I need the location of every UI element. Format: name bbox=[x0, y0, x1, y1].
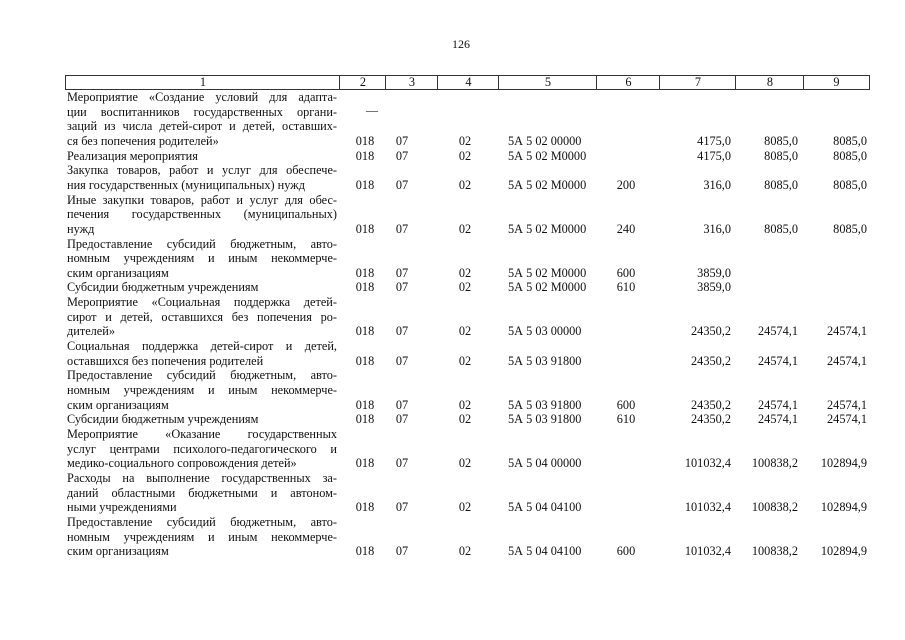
row-description-line: нужд bbox=[67, 221, 95, 236]
cell-col-8: 24574,1 bbox=[758, 324, 798, 339]
cell-col-3: 07 bbox=[395, 221, 409, 236]
cell-col-4: 02 bbox=[458, 265, 472, 280]
row-description-line: ским организациям bbox=[67, 544, 169, 559]
row-description-line: Закупка товаров, работ и услуг для обеспече- bbox=[67, 163, 337, 178]
cell-col-2: 018 bbox=[355, 265, 375, 280]
cell-col-7: 4175,0 bbox=[697, 148, 731, 163]
cell-col-6: 610 bbox=[616, 280, 636, 295]
cell-col-5: 5А 5 04 00000 bbox=[508, 456, 582, 471]
cell-col-7: 3859,0 bbox=[697, 265, 731, 280]
cell-col-3: 07 bbox=[395, 397, 409, 412]
cell-col-2: 018 bbox=[355, 324, 375, 339]
cell-col-8: 100838,2 bbox=[751, 500, 798, 515]
row-description-line: Расходы на выполнение государственных за- bbox=[67, 470, 337, 485]
cell-col-4: 02 bbox=[458, 397, 472, 412]
cell-col-7: 101032,4 bbox=[684, 544, 731, 559]
cell-col-3: 07 bbox=[395, 412, 409, 427]
cell-col-5: 5А 5 03 91800 bbox=[508, 353, 582, 368]
row-description-line: печения государственных (муниципальных) bbox=[67, 207, 337, 222]
row-description-line: Субсидии бюджетным учреждениям bbox=[67, 412, 259, 427]
cell-col-3: 07 bbox=[395, 353, 409, 368]
cell-col-4: 02 bbox=[458, 353, 472, 368]
cell-col-8: 8085,0 bbox=[764, 148, 798, 163]
cell-col-7: 24350,2 bbox=[691, 397, 731, 412]
cell-col-8: 24574,1 bbox=[758, 397, 798, 412]
row-description-line: Мероприятие «Социальная поддержка детей- bbox=[67, 295, 337, 310]
row-description-line: заций из числа детей-сирот и детей, оставших- bbox=[67, 119, 337, 134]
row-description-line: Предоставление субсидий бюджетным, авто- bbox=[67, 368, 337, 383]
cell-col-3: 07 bbox=[395, 133, 409, 148]
cell-col-5: 5А 5 02 М0000 bbox=[508, 177, 587, 192]
cell-col-4: 02 bbox=[458, 324, 472, 339]
row-description-line: номным учреждениям и иным некоммерче- bbox=[67, 383, 337, 397]
row-description-line: дителей» bbox=[67, 324, 115, 339]
cell-col-7: 24350,2 bbox=[691, 324, 731, 339]
column-header-4: 4 bbox=[437, 75, 499, 90]
cell-col-8: 8085,0 bbox=[764, 177, 798, 192]
row-description-line: номным учреждениям и иным некоммерче- bbox=[67, 529, 337, 544]
cell-col-3: 07 bbox=[395, 148, 409, 163]
row-description-line: услуг центрами психолого-педагогического и bbox=[67, 441, 337, 456]
cell-col-2: 018 bbox=[355, 397, 375, 412]
cell-col-2: 018 bbox=[355, 280, 375, 295]
cell-col-4: 02 bbox=[458, 221, 472, 236]
cell-col-2: 018 bbox=[355, 148, 375, 163]
cell-col-5: 5А 5 02 М0000 bbox=[508, 148, 587, 163]
row-description-line: Субсидии бюджетным учреждениям bbox=[67, 280, 259, 295]
row-description-line: ными учреждениями bbox=[67, 500, 177, 515]
cell-col-7: 24350,2 bbox=[691, 353, 731, 368]
row-description-line: даний областными бюджетными и автоном- bbox=[67, 485, 337, 500]
cell-col-2: 018 bbox=[355, 353, 375, 368]
column-header-5: 5 bbox=[498, 75, 597, 90]
cell-col-5: 5А 5 02 М0000 bbox=[508, 280, 587, 295]
cell-col-7: 316,0 bbox=[703, 221, 731, 236]
cell-col-2: 018 bbox=[355, 500, 375, 515]
cell-col-3: 07 bbox=[395, 544, 409, 559]
row-description-line: ским организациям bbox=[67, 265, 169, 280]
row-description-line: Социальная поддержка детей-сирот и детей, bbox=[67, 339, 337, 354]
cell-col-7: 101032,4 bbox=[684, 456, 731, 471]
row-description-line: Мероприятие «Оказание государственных bbox=[67, 426, 337, 441]
cell-col-5: 5А 5 03 91800 bbox=[508, 412, 582, 427]
cell-col-2: 018 bbox=[355, 544, 375, 559]
cell-col-9: 8085,0 bbox=[833, 221, 867, 236]
cell-col-8: 100838,2 bbox=[751, 456, 798, 471]
row-description-line: Иные закупки товаров, работ и услуг для обес- bbox=[67, 192, 337, 207]
cell-col-8: 100838,2 bbox=[751, 544, 798, 559]
cell-col-5: 5А 5 02 М0000 bbox=[508, 265, 587, 280]
row-description-line: оставшихся без попечения родителей bbox=[67, 353, 264, 368]
cell-col-8: 8085,0 bbox=[764, 133, 798, 148]
cell-col-5: 5А 5 02 М0000 bbox=[508, 221, 587, 236]
cell-col-9: 8085,0 bbox=[833, 133, 867, 148]
page-number: 126 bbox=[452, 37, 470, 51]
row-description-line: ции воспитанников государственных органи- bbox=[67, 104, 337, 119]
cell-col-6: 610 bbox=[616, 412, 636, 427]
cell-col-2: 018 bbox=[355, 456, 375, 471]
cell-col-7: 3859,0 bbox=[697, 280, 731, 295]
cell-col-9: 24574,1 bbox=[827, 353, 867, 368]
column-header-6: 6 bbox=[596, 75, 660, 90]
cell-col-9: 24574,1 bbox=[827, 412, 867, 427]
row-description-line: ся без попечения родителей» bbox=[67, 133, 219, 148]
cell-col-6: 600 bbox=[616, 265, 636, 280]
cell-col-3: 07 bbox=[395, 177, 409, 192]
row-description-line: сирот и детей, оставшихся без попечения ро- bbox=[67, 309, 337, 324]
column-header-2: 2 bbox=[339, 75, 386, 90]
cell-col-9: 102894,9 bbox=[820, 500, 867, 515]
cell-col-8: 24574,1 bbox=[758, 412, 798, 427]
row-description-line: Предоставление субсидий бюджетным, авто- bbox=[67, 236, 337, 251]
row-description-line: номным учреждениям и иным некоммерче- bbox=[67, 251, 337, 266]
cell-col-3: 07 bbox=[395, 265, 409, 280]
cell-col-4: 02 bbox=[458, 177, 472, 192]
cell-col-3: 07 bbox=[395, 456, 409, 471]
column-header-9: 9 bbox=[803, 75, 870, 90]
cell-col-6: 600 bbox=[616, 544, 636, 559]
row-description-line: ским организациям bbox=[67, 397, 169, 412]
cell-col-7: 316,0 bbox=[703, 177, 731, 192]
cell-col-3: 07 bbox=[395, 280, 409, 295]
cell-col-4: 02 bbox=[458, 544, 472, 559]
cell-col-3: 07 bbox=[395, 500, 409, 515]
cell-col-7: 24350,2 bbox=[691, 412, 731, 427]
cell-col-5: 5А 5 03 00000 bbox=[508, 324, 582, 339]
row-description-line: Реализация мероприятия bbox=[67, 148, 198, 163]
cell-col-7: 101032,4 bbox=[684, 500, 731, 515]
cell-col-2: 018 bbox=[355, 133, 375, 148]
cell-col-9: 102894,9 bbox=[820, 456, 867, 471]
cell-col-6: 240 bbox=[616, 221, 636, 236]
cell-col-4: 02 bbox=[458, 148, 472, 163]
cell-col-9: 102894,9 bbox=[820, 544, 867, 559]
cell-col-4: 02 bbox=[458, 456, 472, 471]
row-description-line: Предоставление субсидий бюджетным, авто- bbox=[67, 514, 337, 529]
cell-col-5: 5А 5 04 04100 bbox=[508, 500, 582, 515]
cell-col-4: 02 bbox=[458, 133, 472, 148]
row-description-line: Мероприятие «Создание условий для адапта- bbox=[67, 90, 337, 104]
cell-col-7: 4175,0 bbox=[697, 133, 731, 148]
cell-col-6: 200 bbox=[616, 177, 636, 192]
cell-col-2: 018 bbox=[355, 221, 375, 236]
cell-col-3: 07 bbox=[395, 324, 409, 339]
dash-mark: — bbox=[366, 103, 378, 117]
cell-col-5: 5А 5 02 00000 bbox=[508, 133, 582, 148]
cell-col-2: 018 bbox=[355, 177, 375, 192]
column-header-8: 8 bbox=[735, 75, 804, 90]
cell-col-8: 8085,0 bbox=[764, 221, 798, 236]
cell-col-9: 24574,1 bbox=[827, 324, 867, 339]
row-description-line: медико-социального сопровождения детей» bbox=[67, 456, 297, 471]
column-header-3: 3 bbox=[385, 75, 438, 90]
cell-col-5: 5А 5 04 04100 bbox=[508, 544, 582, 559]
cell-col-9: 24574,1 bbox=[827, 397, 867, 412]
cell-col-4: 02 bbox=[458, 500, 472, 515]
cell-col-6: 600 bbox=[616, 397, 636, 412]
column-header-7: 7 bbox=[659, 75, 736, 90]
cell-col-8: 24574,1 bbox=[758, 353, 798, 368]
cell-col-9: 8085,0 bbox=[833, 148, 867, 163]
column-header-1: 1 bbox=[65, 75, 340, 90]
cell-col-5: 5А 5 03 91800 bbox=[508, 397, 582, 412]
cell-col-4: 02 bbox=[458, 280, 472, 295]
cell-col-9: 8085,0 bbox=[833, 177, 867, 192]
row-description-line: ния государственных (муниципальных) нужд bbox=[67, 177, 306, 192]
cell-col-2: 018 bbox=[355, 412, 375, 427]
cell-col-4: 02 bbox=[458, 412, 472, 427]
